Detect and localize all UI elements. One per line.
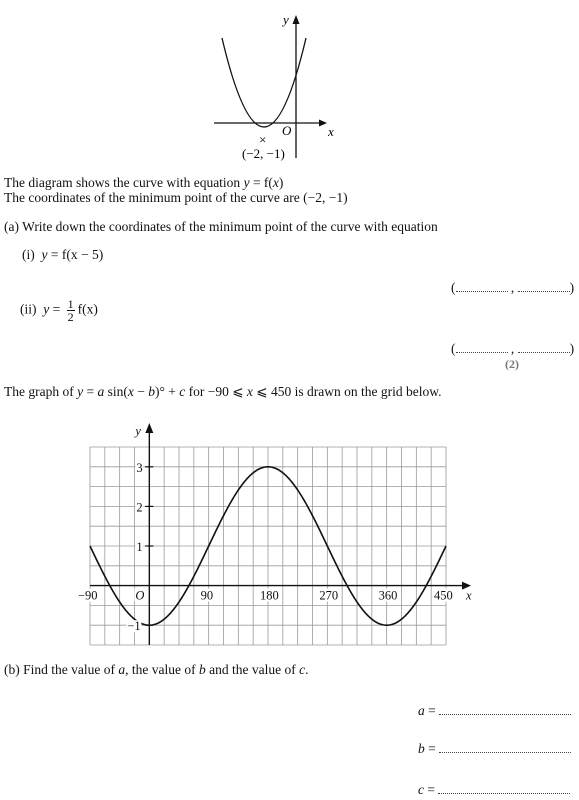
part-b-question: (b) Find the value of a, the value of b and the value of c. (4, 662, 309, 677)
y-tick-label: 3 (136, 460, 143, 475)
minimum-point-label: (−2, −1) (242, 146, 285, 161)
answer-blank-x[interactable] (456, 352, 508, 353)
fig1-origin-label: O (282, 123, 292, 138)
answer-line-a-i: ( , ) (451, 280, 575, 295)
y-axis-arrow (145, 423, 153, 433)
graph-intro: The graph of y = a sin(x − b)° + c for −90 ⩽ x ⩽ 450 is drawn on the grid below. (4, 384, 442, 399)
fraction-one-half: $\frac{1}{2}$ (67, 297, 74, 324)
fig1-x-arrow (319, 120, 327, 127)
answer-blank-y[interactable] (518, 291, 570, 292)
x-tick-label: 180 (260, 588, 279, 603)
fig1-y-label: y (283, 12, 289, 27)
axes (90, 423, 471, 645)
x-tick-label: 270 (319, 588, 339, 603)
x-tick-label: 90 (200, 588, 214, 603)
answer-b: b = (418, 741, 571, 757)
part-a-ii: (ii) y = $\frac{1}{2}$ f(x) (20, 297, 98, 324)
answer-blank-y[interactable] (518, 352, 570, 353)
y-tick-label: 2 (136, 500, 143, 515)
answer-line-a-ii: ( , ) (451, 341, 575, 356)
marks-label: (2) (505, 357, 519, 371)
y-tick-label: 1 (136, 540, 143, 554)
parabola-figure (200, 8, 350, 168)
x-axis-label: x (466, 588, 472, 603)
y-tick-label: −1 (127, 619, 141, 634)
x-tick-label: 450 (434, 588, 453, 603)
answer-blank-x[interactable] (456, 291, 508, 292)
x-tick-label: −90 (78, 588, 98, 603)
answer-blank-a[interactable] (439, 714, 571, 715)
parabola-curve (222, 38, 306, 127)
fig1-x-label: x (328, 124, 334, 139)
fig1-y-arrow (293, 15, 300, 24)
y-axis-label: y (135, 424, 141, 438)
part-a-i: (i) y = f(x − 5) (22, 247, 104, 262)
tick-labels (77, 424, 472, 633)
x-tick-label: O (135, 588, 145, 603)
answer-c: c = (418, 782, 570, 798)
intro-line-1: The diagram shows the curve with equation y = f(x) (4, 175, 284, 190)
minimum-point-marker: × (259, 132, 267, 147)
answer-blank-c[interactable] (438, 793, 570, 794)
x-tick-label: 360 (378, 588, 398, 603)
answer-a: a = (418, 703, 571, 719)
answer-blank-b[interactable] (439, 752, 571, 753)
intro-line-2: The coordinates of the minimum point of the curve are (−2, −1) (4, 190, 348, 205)
grid (90, 447, 446, 645)
sine-graph (70, 412, 490, 657)
part-a-question: (a) Write down the coordinates of the minimum point of the curve with equation (4, 219, 438, 234)
